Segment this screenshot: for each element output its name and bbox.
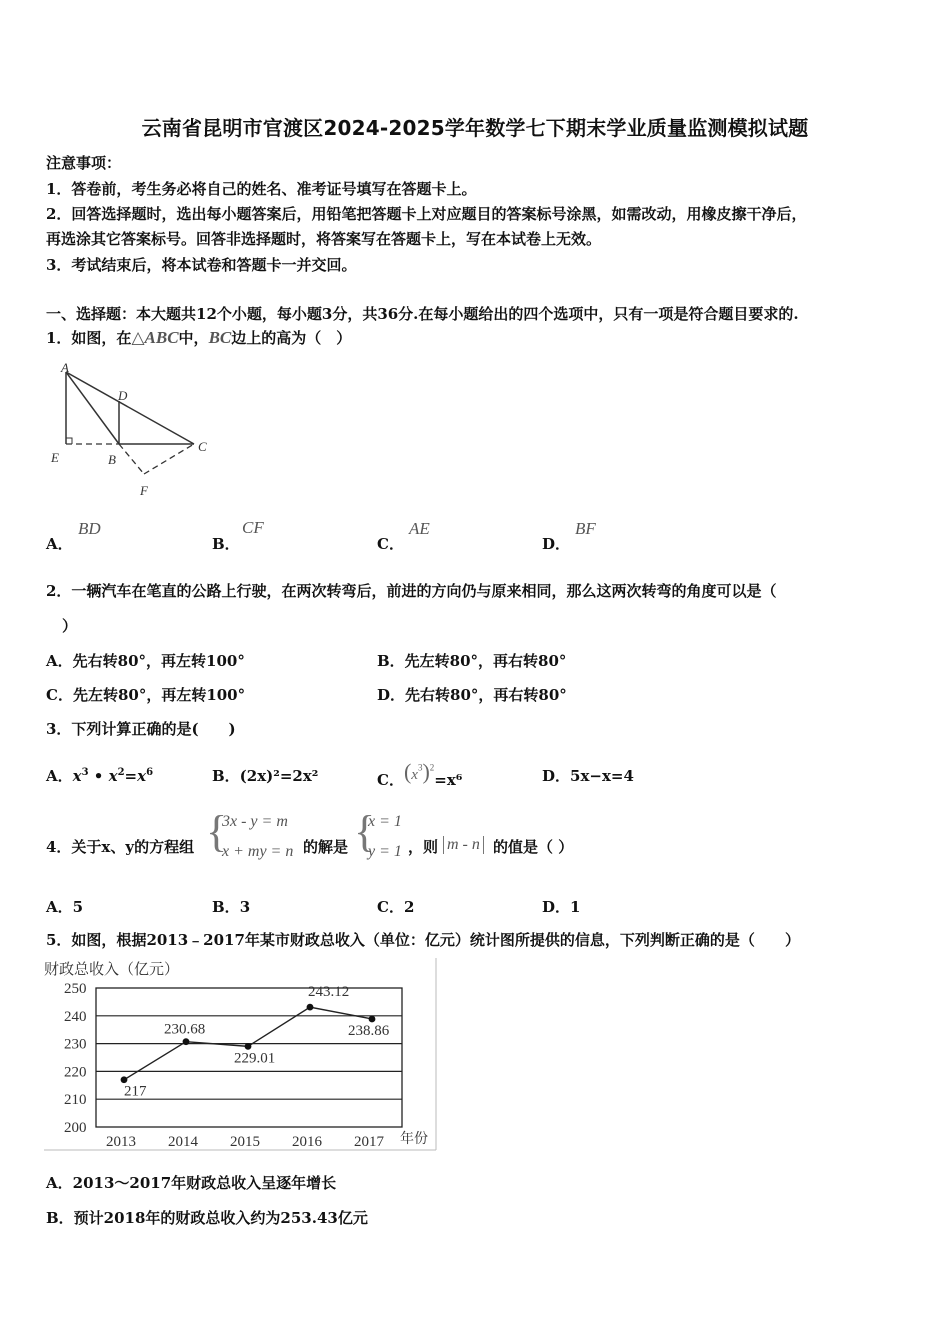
q1-triangle-figure [44, 358, 219, 503]
q4-absolute-value: m - n [443, 836, 484, 854]
chart-x-tick: 2014 [168, 1134, 198, 1150]
chart-point [183, 1038, 190, 1045]
notice-item: 再选涂其它答案标号。回答非选择题时，将答案写在答题卡上，写在本试卷上无效。 [46, 230, 602, 248]
chart-y-tick: 220 [64, 1064, 87, 1081]
chart-point [245, 1043, 252, 1050]
q4-option-c [377, 896, 414, 917]
q4-option-d-letter[interactable]: D． [542, 898, 571, 916]
q1-option-b-value: CF [242, 518, 264, 537]
q2-option-a[interactable]: A．先右转80°，再左转100° [46, 652, 245, 670]
q4-option-a [46, 896, 83, 917]
notice-item: 3．考试结束后，将本试卷和答题卡一并交回。 [46, 256, 357, 274]
q4-option-b-letter[interactable]: B． [212, 898, 240, 916]
q1-mid: 中， [178, 329, 209, 347]
q1-option-a-letter[interactable]: A． [46, 535, 73, 553]
q4-option-d [542, 896, 580, 917]
chart-x-tick: 2016 [292, 1134, 322, 1150]
q4-option-c-letter[interactable]: C． [377, 898, 404, 916]
q1-number: 1．如图，在 [46, 329, 132, 347]
chart-y-tick: 240 [64, 1008, 87, 1025]
q5-option-b[interactable]: B．预计2018年的财政总收入约为253.43亿元 [46, 1209, 368, 1227]
q4-solution-1: x = 1 [368, 813, 402, 830]
q4-option-a-value: 5 [72, 898, 84, 916]
chart-y-tick: 250 [64, 981, 87, 997]
page-title: 云南省昆明市官渡区2024-2025学年数学七下期末学业质量监测模拟试题 [141, 116, 809, 140]
chart-y-tick: 200 [64, 1120, 87, 1136]
q4-solution-brace: { [354, 807, 376, 856]
label-a: A [61, 360, 69, 375]
notice-item: 2．回答选择题时，选出每小题答案后，用铅笔把答题卡上对应题目的答案标号涂黑，如需改动，用橡皮擦干净后， [46, 205, 807, 223]
chart-data-label: 229.01 [234, 1050, 276, 1067]
q4-then: ，则 [408, 838, 439, 856]
q5-option-a[interactable]: A．2013～2017年财政总收入呈逐年增长 [46, 1174, 337, 1192]
q3-option-a[interactable]: A．$x^3$ • $x^2=x^6$ [46, 767, 154, 785]
q4-solution-2: y = 1 [368, 843, 402, 860]
q1-option-c-value: AE [409, 519, 430, 538]
q1-bc: BC [208, 328, 232, 347]
q1-option-c-letter[interactable]: C． [377, 535, 404, 553]
q4-equation-1: 3x - y = m [222, 813, 288, 830]
question-2-text: 2．一辆汽车在笔直的公路上行驶，在两次转弯后，前进的方向仍与原来相同，那么这两次转弯的角度可以是（ [46, 582, 777, 600]
question-2-text-cont: ） [62, 617, 78, 635]
q4-option-c-value: 2 [403, 898, 415, 916]
label-f: F [140, 483, 148, 498]
notice-heading: 注意事项： [46, 154, 122, 172]
chart-x-axis-label: 年份 [400, 1132, 428, 1147]
q1-triangle: △ABC [131, 328, 179, 347]
q4-option-d-value: 1 [570, 898, 581, 916]
section-heading: 一、选择题：本大题共12个小题，每小题3分，共36分.在每小题给出的四个选项中，只有一项是符合题目要求的. [46, 305, 799, 323]
q4-option-b-value: 3 [239, 898, 251, 916]
q2-option-b[interactable]: B．先左转80°，再右转80° [377, 652, 567, 670]
chart-y-tick: 230 [64, 1036, 87, 1053]
q4-mid: 的解是 [303, 838, 349, 856]
chart-data-label: 230.68 [164, 1021, 206, 1038]
q2-option-d[interactable]: D．先右转80°，再右转80° [377, 686, 567, 704]
chart-x-tick: 2015 [230, 1134, 260, 1150]
q1-option-d-value: BF [575, 519, 596, 538]
q4-option-b [212, 896, 250, 917]
chart-data-label: 243.12 [308, 984, 350, 1001]
q1-option-d-letter[interactable]: D． [542, 535, 571, 553]
q3-option-c-tail: =x⁶ [434, 771, 463, 789]
label-c: C [198, 439, 207, 454]
q4-system-brace: { [206, 807, 228, 856]
q4-option-a-letter[interactable]: A． [46, 898, 73, 916]
q4-equation-2: x + my = n [222, 843, 294, 860]
q4-tail: 的值是（ ） [493, 838, 574, 856]
chart-x-tick: 2013 [106, 1134, 136, 1150]
notice-item: 1．答卷前，考生务必将自己的姓名、准考证号填写在答题卡上。 [46, 180, 477, 198]
chart-data-label: 238.86 [348, 1022, 390, 1039]
chart-point [121, 1076, 128, 1083]
question-3-text: 3．下列计算正确的是( ) [46, 720, 236, 738]
question-5-text: 5．如图，根据2013﹣2017年某市财政总收入（单位：亿元）统计图所提供的信息，下列判断正确的是（ ） [46, 931, 800, 949]
chart-point [369, 1016, 376, 1023]
chart-x-tick: 2017 [354, 1134, 384, 1150]
q1-option-b-letter[interactable]: B． [212, 535, 240, 553]
question-4-prefix: 4．关于x、y的方程组 [46, 838, 195, 856]
q3-option-c[interactable]: C．$(x^3)^2=x^6$ [377, 759, 463, 789]
label-d: D [118, 388, 128, 403]
label-b: B [108, 452, 116, 467]
q3-option-a-letter: A． [46, 767, 73, 785]
q2-option-c[interactable]: C．先左转80°，再左转100° [46, 686, 246, 704]
q3-option-d[interactable]: D．5x−x=4 [542, 767, 634, 785]
revenue-line-chart [44, 958, 440, 1152]
chart-y-axis-label: 财政总收入（亿元） [44, 962, 180, 978]
q1-tail: 边上的高为（ ） [231, 329, 352, 347]
label-e: E [51, 450, 59, 465]
chart-y-tick: 210 [64, 1092, 87, 1109]
q1-option-a-value: BD [78, 519, 101, 538]
question-1 [46, 327, 351, 348]
chart-point [307, 1004, 314, 1011]
chart-data-label: 217 [124, 1083, 147, 1100]
q3-option-b[interactable]: B．(2x)²=2x² [212, 767, 319, 785]
q3-option-c-letter: C． [377, 771, 404, 789]
